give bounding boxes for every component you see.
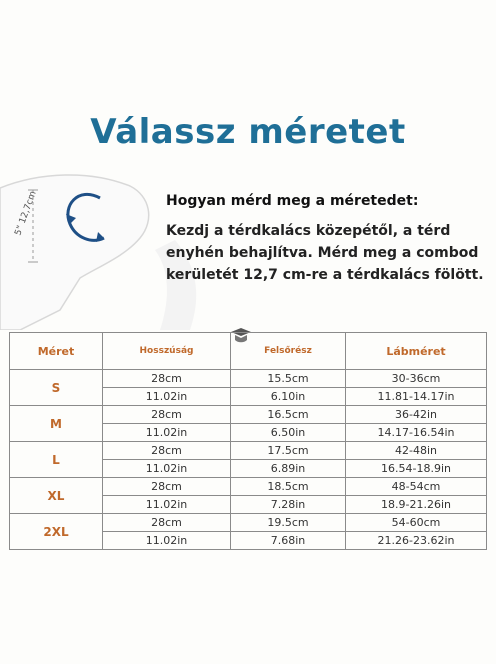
leg-cell: 11.81-14.17in — [346, 388, 487, 406]
header-upper: Felsőrész — [231, 333, 346, 370]
table-header-row — [10, 333, 487, 370]
leg-cell: 21.26-23.62in — [346, 532, 487, 550]
upper-cell: 6.50in — [231, 424, 346, 442]
size-cell: M — [10, 406, 103, 442]
size-table — [9, 332, 487, 550]
upper-cell: 7.28in — [231, 496, 346, 514]
table-row — [10, 514, 487, 532]
upper-cell: 6.10in — [231, 388, 346, 406]
howto-line: Kezdj a térdkalács közepétől, a térd — [166, 223, 451, 239]
length-cell: 28cm — [103, 442, 231, 460]
leg-cell: 16.54-18.9in — [346, 460, 487, 478]
length-cell: 11.02in — [103, 460, 231, 478]
leg-cell: 14.17-16.54in — [346, 424, 487, 442]
length-cell: 28cm — [103, 514, 231, 532]
howto-line: kerületét 12,7 cm-re a térdkalács fölött. — [166, 267, 484, 283]
length-cell: 28cm — [103, 370, 231, 388]
upper-cell: 7.68in — [231, 532, 346, 550]
leg-cell: 30-36cm — [346, 370, 487, 388]
size-cell: XL — [10, 478, 103, 514]
page-title: Válassz méretet — [90, 112, 406, 152]
table-row — [10, 478, 487, 496]
header-size: Méret — [10, 333, 103, 370]
measure-label: 5" 12,7cm — [13, 189, 39, 238]
size-cell: L — [10, 442, 103, 478]
leg-cell: 42-48in — [346, 442, 487, 460]
leg-cell: 18.9-21.26in — [346, 496, 487, 514]
upper-cell: 18.5cm — [231, 478, 346, 496]
size-cell: S — [10, 370, 103, 406]
length-cell: 11.02in — [103, 388, 231, 406]
length-cell: 11.02in — [103, 496, 231, 514]
header-leg: Lábméret — [346, 333, 487, 370]
leg-cell: 48-54cm — [346, 478, 487, 496]
table-row — [10, 442, 487, 460]
upper-cell: 19.5cm — [231, 514, 346, 532]
upper-cell: 6.89in — [231, 460, 346, 478]
upper-cell: 15.5cm — [231, 370, 346, 388]
howto-line: enyhén behajlítva. Mérd meg a combod — [166, 245, 479, 261]
length-cell: 11.02in — [103, 424, 231, 442]
table-row — [10, 370, 487, 388]
length-cell: 11.02in — [103, 532, 231, 550]
leg-cell: 54-60cm — [346, 514, 487, 532]
length-cell: 28cm — [103, 406, 231, 424]
howto-heading: Hogyan mérd meg a méretedet: — [166, 193, 419, 209]
upper-cell: 17.5cm — [231, 442, 346, 460]
upper-cell: 16.5cm — [231, 406, 346, 424]
size-cell: 2XL — [10, 514, 103, 550]
header-length: Hosszúság — [103, 333, 231, 370]
table-row — [10, 406, 487, 424]
leg-cell: 36-42in — [346, 406, 487, 424]
howto-instructions — [166, 220, 491, 286]
length-cell: 28cm — [103, 478, 231, 496]
